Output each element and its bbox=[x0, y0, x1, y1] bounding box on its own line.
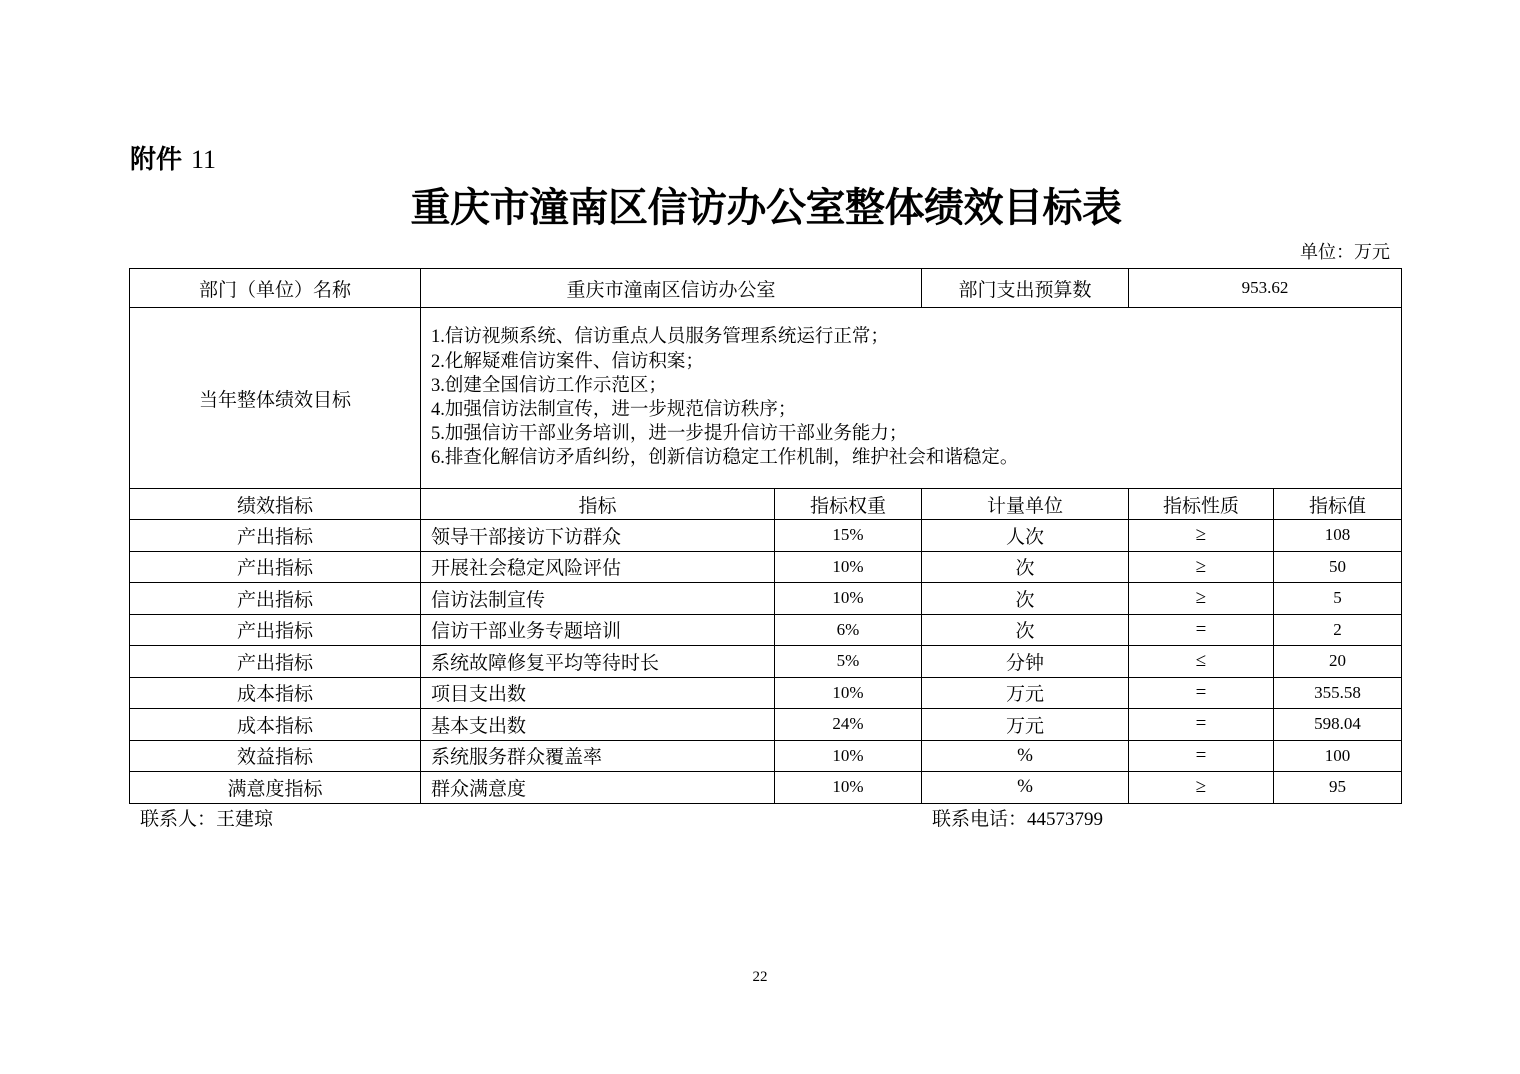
category-cell: 产出指标 bbox=[130, 551, 421, 583]
target-value-cell: 100 bbox=[1274, 740, 1402, 772]
weight-cell: 10% bbox=[775, 551, 922, 583]
weight-cell: 6% bbox=[775, 614, 922, 646]
category-cell: 成本指标 bbox=[130, 709, 421, 741]
indicator-row bbox=[130, 520, 1402, 552]
category-cell: 效益指标 bbox=[130, 740, 421, 772]
indicator-row bbox=[130, 740, 1402, 772]
unit-cell: 万元 bbox=[922, 677, 1129, 709]
budget-value: 953.62 bbox=[1129, 269, 1402, 308]
category-cell: 产出指标 bbox=[130, 520, 421, 552]
target-value-cell: 50 bbox=[1274, 551, 1402, 583]
performance-target-table bbox=[129, 268, 1402, 804]
nature-cell: ≥ bbox=[1129, 583, 1274, 615]
indicator-cell: 开展社会稳定风险评估 bbox=[421, 551, 775, 583]
goal-item: 1.信访视频系统、信访重点人员服务管理系统运行正常； bbox=[431, 327, 889, 348]
indicator-row bbox=[130, 614, 1402, 646]
weight-cell: 10% bbox=[775, 583, 922, 615]
nature-cell: ≥ bbox=[1129, 772, 1274, 804]
indicator-cell: 项目支出数 bbox=[421, 677, 775, 709]
header-value: 指标值 bbox=[1274, 489, 1402, 520]
goal-item: 3.创建全国信访工作示范区； bbox=[431, 375, 667, 396]
category-cell: 产出指标 bbox=[130, 583, 421, 615]
page-number: 22 bbox=[752, 969, 768, 985]
indicator-cell: 系统服务群众覆盖率 bbox=[421, 740, 775, 772]
category-cell: 产出指标 bbox=[130, 614, 421, 646]
category-cell: 产出指标 bbox=[130, 646, 421, 678]
indicator-cell: 群众满意度 bbox=[421, 772, 775, 804]
target-value-cell: 20 bbox=[1274, 646, 1402, 678]
goal-list bbox=[421, 308, 1402, 489]
indicator-cell: 领导干部接访下访群众 bbox=[421, 520, 775, 552]
target-value-cell: 5 bbox=[1274, 583, 1402, 615]
target-value-cell: 355.58 bbox=[1274, 677, 1402, 709]
category-cell: 成本指标 bbox=[130, 677, 421, 709]
dept-name-label: 部门（单位）名称 bbox=[130, 269, 421, 308]
attachment-word: 附件 bbox=[130, 145, 183, 174]
goal-item: 4.加强信访法制宣传，进一步规范信访秩序； bbox=[431, 400, 797, 420]
indicator-row bbox=[130, 551, 1402, 583]
nature-cell: ≥ bbox=[1129, 520, 1274, 552]
goal-item: 5.加强信访干部业务培训，进一步提升信访干部业务能力； bbox=[431, 424, 908, 445]
header-nature: 指标性质 bbox=[1129, 489, 1274, 520]
annual-goal-row bbox=[130, 308, 1402, 489]
unit-cell: 人次 bbox=[922, 520, 1129, 552]
nature-cell: = bbox=[1129, 677, 1274, 709]
weight-cell: 15% bbox=[775, 520, 922, 552]
indicator-row bbox=[130, 772, 1402, 804]
weight-cell: 10% bbox=[775, 772, 922, 804]
nature-cell: = bbox=[1129, 614, 1274, 646]
contact-person: 联系人：王建琼 bbox=[140, 809, 274, 830]
department-row bbox=[130, 269, 1402, 308]
attachment-number: 11 bbox=[191, 145, 217, 174]
header-category: 绩效指标 bbox=[130, 489, 421, 520]
unit-cell: 万元 bbox=[922, 709, 1129, 741]
nature-cell: = bbox=[1129, 740, 1274, 772]
budget-label: 部门支出预算数 bbox=[922, 269, 1129, 308]
indicator-row bbox=[130, 646, 1402, 678]
unit-cell: 次 bbox=[922, 583, 1129, 615]
unit-cell: 次 bbox=[922, 551, 1129, 583]
unit-cell: % bbox=[922, 740, 1129, 772]
header-weight: 指标权重 bbox=[775, 489, 922, 520]
contact-phone: 联系电话：44573799 bbox=[932, 809, 1104, 830]
indicator-row bbox=[130, 709, 1402, 741]
indicator-cell: 系统故障修复平均等待时长 bbox=[421, 646, 775, 678]
weight-cell: 24% bbox=[775, 709, 922, 741]
unit-cell: % bbox=[922, 772, 1129, 804]
category-cell: 满意度指标 bbox=[130, 772, 421, 804]
document-title: 重庆市潼南区信访办公室整体绩效目标表 bbox=[410, 185, 1122, 230]
target-value-cell: 95 bbox=[1274, 772, 1402, 804]
goal-item: 6.排查化解信访矛盾纠纷，创新信访稳定工作机制，维护社会和谐稳定。 bbox=[431, 448, 1019, 469]
weight-cell: 10% bbox=[775, 677, 922, 709]
weight-cell: 10% bbox=[775, 740, 922, 772]
goal-item: 2.化解疑难信访案件、信访积案； bbox=[431, 351, 704, 372]
target-value-cell: 108 bbox=[1274, 520, 1402, 552]
attachment-label bbox=[130, 144, 216, 176]
goal-label: 当年整体绩效目标 bbox=[130, 308, 421, 489]
unit-cell: 分钟 bbox=[922, 646, 1129, 678]
dept-name-value: 重庆市潼南区信访办公室 bbox=[421, 269, 922, 308]
nature-cell: = bbox=[1129, 709, 1274, 741]
unit-note: 单位：万元 bbox=[1300, 242, 1390, 262]
indicator-row bbox=[130, 583, 1402, 615]
header-indicator: 指标 bbox=[421, 489, 775, 520]
target-value-cell: 598.04 bbox=[1274, 709, 1402, 741]
indicator-cell: 信访法制宣传 bbox=[421, 583, 775, 615]
nature-cell: ≥ bbox=[1129, 551, 1274, 583]
indicator-row bbox=[130, 677, 1402, 709]
nature-cell: ≤ bbox=[1129, 646, 1274, 678]
header-unit: 计量单位 bbox=[922, 489, 1129, 520]
indicator-header-row bbox=[130, 489, 1402, 520]
indicator-cell: 信访干部业务专题培训 bbox=[421, 614, 775, 646]
target-value-cell: 2 bbox=[1274, 614, 1402, 646]
unit-cell: 次 bbox=[922, 614, 1129, 646]
weight-cell: 5% bbox=[775, 646, 922, 678]
indicator-cell: 基本支出数 bbox=[421, 709, 775, 741]
